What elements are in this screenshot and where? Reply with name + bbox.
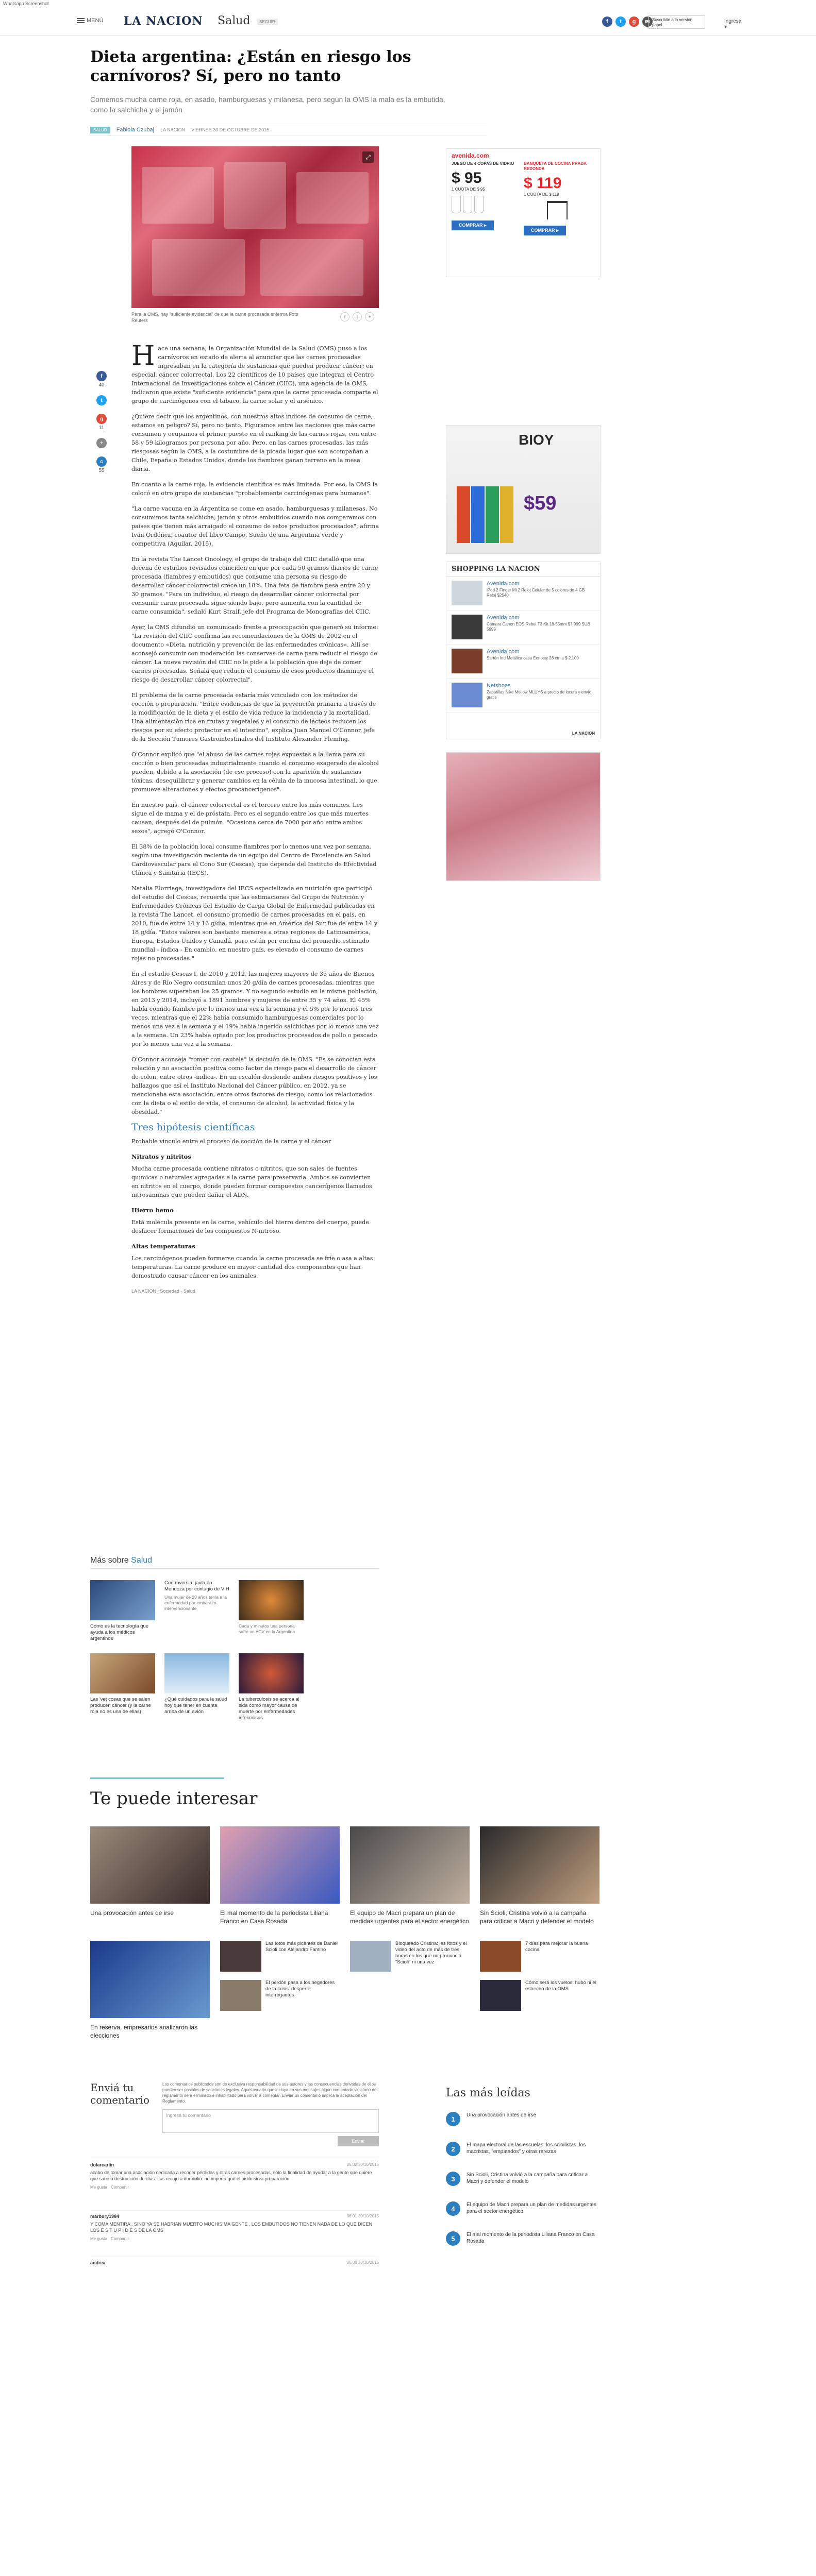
- article-paragraph: ¿Quiere decir que los argentinos, con nuestros altos índices de consumo de carne, estamos en peligro? Sí, pero no tanto. Figuramos entre las naciones que más carne consumen y ocupamos el primer puesto en el ranking de las carnes rojas, con entre 58 y 59 kilogramos por persona por año. Pero, en las carnes procesadas, las más riesgosas según la OMS, a la costumbre de la picada lugar que son acompañan a Chile, España o Estados Unidos, donde los fiambres ganan terreno en la mesa diaria.: [131, 413, 377, 472]
- recommended-small[interactable]: El perdón pasa a los negadores de la crisis: desperté interrogantes: [220, 1980, 340, 2011]
- glasses-image: [452, 196, 519, 215]
- hypothesis-text: Está molécula presente en la carne, vehículo del hierro dentro del cuerpo, puede desfacer formaciones de los compuestos N-nitroso.: [131, 1219, 369, 1234]
- shopping-widget: [446, 562, 601, 739]
- product-thumb: [452, 615, 482, 639]
- ad-price: $ 119: [524, 175, 562, 192]
- section-title[interactable]: Salud: [218, 14, 251, 27]
- recommended-small[interactable]: Bloqueado Cristina: las fotos y el video del acto de más de tres horas en los que no pronunció "Scioli" ni una vez: [350, 1941, 470, 1972]
- comments-section: [90, 2081, 379, 2265]
- article-paragraph: En la revista The Lancet Oncology, el grupo de trabajo del CIIC detalló que una decena de estudios revisados coinciden en que por cada 50 gramos diarios de carne procesada (fiambres y embutidos) que consume una persona su riesgo de desarrollar cáncer colorrectal crece un 18%. Una feta de fiambre pesa entre 20 y 30 gramos. "Para un individuo, el riesgo de desarrollar cáncer colorrectal por consumir carne procesada sigue siendo bajo, pero aumenta con la cantidad de carne consumida", señaló Kurt Straif, jefe del Programa de Monografías del CIIC.: [131, 556, 378, 615]
- caption-share: [340, 312, 374, 321]
- main-article-image[interactable]: [131, 146, 379, 308]
- article-paragraph: En el estudio Cescas I, de 2010 y 2012, las mujeres mayores de 35 años de Buenos Aires y de Río Negro consumían unos 20 g/día de carnes procesadas, mientras que los hombres superaban los 25 gramos. Y no segundo estudio en la misma población, en 2013 y 2014, incluyó a 1891 hombres y mujeres de entre 35 y 74 años. El 45% había comido fiambre por lo menos una vez a la semana y el 5% por lo menos tres veces, mientras que el 22% había consumido hamburguesas comerciales por lo menos una vez a la semana y el 19% había ingerido salchichas por lo menos una vez a la semana. Un 23% había optado por los productos procesados de pollo o pescado por lo menos una vez a la semana.: [131, 971, 379, 1047]
- product-thumb: [452, 649, 482, 673]
- section-badge[interactable]: SALUD: [90, 127, 110, 133]
- comment-item: [90, 2210, 379, 2241]
- article-paragraph: En nuestro país, el cáncer colorrectal es el tercero entre los más comunes. Les sigue el de mama y el de próstata. Pero es el segundo entre los que más muertes causan, después del de pulmón. "Ocasiona cerca de 7000 por año entre ambos sexos", agregó O'Connor.: [131, 802, 369, 835]
- share-facebook[interactable]: [94, 371, 109, 388]
- comments-disclaimer: Los comentarios publicados son de exclusiva responsabilidad de sus autores y las consecuencias derivadas de ellos pueden ser pasibles de sanciones legales. Aquel usuario que incluya en sus mensajes algún comentario violatorio del reglamento será eliminado e inhabilitado para volver a comentar. Enviar un comentario implica la aceptación del Reglamento.: [162, 2082, 378, 2104]
- site-logo[interactable]: LA NACION: [124, 14, 203, 28]
- ad-product: BANQUETA DE COCINA PRADA REDONDA: [524, 161, 587, 171]
- twitter-icon: t: [96, 395, 107, 405]
- comment-item: [90, 2257, 379, 2265]
- menu-button[interactable]: [77, 18, 103, 24]
- ad-brand: avenida.com: [452, 152, 489, 159]
- share-column: [94, 371, 109, 481]
- recommended-section: [90, 1777, 611, 2040]
- comment-user[interactable]: dolarcarlin: [90, 2162, 114, 2167]
- comment-text: Y COMA MENTIRA , SINO YA SE HABRIAN MUERTO MUCHISIMA GENTE , LOS EMBUTIDOS NO TIENEN NADA DE LO QUE DICEN LOS E S T U P I D E S DE LA OMS: [90, 2222, 373, 2233]
- article-paragraph: Natalia Elorriaga, investigadora del IECS especializada en nutrición que participó del estudio del Cescas, recuerda que las estimaciones del Grupo de Nutrición y Enfermedades Crónicas del Estudio de Carga Global de Enfermedad publicadas en la revista The Lancet, el consumo promedio de carnes procesadas en el país, en 2010, fue de entre 14 y 16 g/día, mientras que en América del Sur fue de entre 14 y 18 g/día. "Estos valores son bastante menores a otras regiones de Latinoamérica, Europa, Estados Unidos y Canadá, pero están por encima del promedio estimado mundial - índica - En cambio, en nuestro país, es elevado el consumo de carnes rojas no procesadas.": [131, 885, 378, 962]
- shopping-footer: LA NACION: [572, 731, 595, 736]
- article-paragraph: En cuanto a la carne roja, la evidencia científica es más limitada. Por eso, la OMS la colocó en otro grupo de sustancias "probablemente carcinógenas para humanos".: [131, 481, 378, 497]
- section-heading: Tres hipótesis científicas: [131, 1122, 255, 1133]
- share-more[interactable]: [94, 438, 109, 449]
- source-label: LA NACION: [160, 127, 186, 132]
- shopping-title: SHOPPING LA NACION: [446, 562, 600, 577]
- shopping-item[interactable]: Avenida.com Cámara Canon EOS Rebel T3 Kit 18-55mm $7.999 SUB 5999: [446, 611, 600, 645]
- twitter-icon[interactable]: t: [353, 312, 362, 321]
- recommended-card[interactable]: El mal momento de la periodista Liliana Franco en Casa Rosada: [220, 1826, 340, 1925]
- ad-cuotas: 1 CUOTA DE $ 95: [452, 187, 485, 192]
- article-paragraph: El problema de la carne procesada estaría más vinculado con los métodos de cocción o preparación. "Entre evidencias de que la prevención primaria a través de la modificación de la dieta y el estilo de vida reduce la incidencia y la mortalidad. Una alimentación rica en frutas y vegetales y el consumo de lácteos reducen los riesgos por su efecto protector en el intestino", explica Juan Manuel O'Connor, jefe de la Sección Tumores Gastrointestinales del Instituto Alexander Fleming.: [131, 692, 376, 742]
- image-caption: Para la OMS, hay "suficiente evidencia" de que la carne procesada enferma Foto Reuters: [131, 312, 298, 323]
- image-meat-tray: [260, 239, 363, 296]
- related-card[interactable]: [313, 1580, 378, 1644]
- hypothesis-title: Nitratos y nitritos: [131, 1153, 191, 1160]
- comment-icon: c: [96, 456, 107, 467]
- share-twitter[interactable]: [94, 395, 109, 406]
- plus-icon: +: [96, 438, 107, 448]
- hypothesis-title: Hierro hemo: [131, 1207, 174, 1214]
- comment-text: acabo de tomar una asociación dedicada a recoger pérdidas y otras carnes procesadas, sólo la finalidad de ayudar a la gente que quiere que sano a destrucción de días. Las recojo a domicilio. no importa qué el pisito sirva preparación: [90, 2170, 372, 2181]
- recommended-card[interactable]: En reserva, empresarios analizaron las elecciones: [90, 1941, 210, 2040]
- publish-date: VIERNES 30 DE OCTUBRE DE 2015: [191, 127, 270, 132]
- facebook-icon[interactable]: f: [602, 16, 612, 27]
- googleplus-icon[interactable]: g: [629, 16, 639, 27]
- related-card[interactable]: La tuberculosis se acerca al sida como mayor causa de muerte por enfermedades infecciosas: [239, 1653, 304, 1723]
- book-image: [486, 486, 499, 543]
- share-count: 40: [98, 382, 105, 388]
- browser-meta-title: Whatsapp Screenshot: [3, 1, 49, 6]
- comments-title: Enviá tu comentario: [90, 2081, 149, 2106]
- bioy-price: $59: [524, 493, 557, 514]
- comment-item: [90, 2159, 379, 2190]
- image-meat-tray: [224, 162, 286, 229]
- hypothesis-text: Mucha carne procesada contiene nitratos o nitritos, que son sales de fuentes químicas o naturales agregadas a la carne para preservarla. Ambos se convierten en nitritos en el cuerpo, donde pueden formar compuestos cancerígenos llamados nitrosaminas que pueden dañar el ADN.: [131, 1165, 372, 1198]
- hamburger-icon: [77, 18, 85, 23]
- recommended-card[interactable]: Una provocación antes de irse: [90, 1826, 210, 1925]
- plus-icon[interactable]: +: [365, 312, 374, 321]
- section-accent-bar: [90, 1777, 224, 1779]
- comment-count: 55: [98, 468, 105, 473]
- ad-price: $ 95: [452, 170, 482, 187]
- login-link[interactable]: Ingresá ▾: [724, 19, 742, 30]
- hypothesis-text: Los carcinógenos pueden formarse cuando la carne procesada se fríe o asa a altas temperaturas. La carne produce en mayor cantidad dos componentes que han demostrado causar cáncer en los animales.: [131, 1255, 373, 1279]
- related-card[interactable]: Cada y minutos una persona sufre un ACV en la Argentina: [239, 1580, 304, 1644]
- book-image: [457, 486, 470, 543]
- dropcap: H: [131, 341, 155, 371]
- ad-cuotas: 1 CUOTA DE $ 119: [524, 192, 559, 197]
- more-about-section: [90, 1556, 379, 1723]
- shopping-item[interactable]: Avenida.com iPod 2 Finger Mi 2 Reloj Celular de 5 colores de 4 GB Reloj $2540: [446, 577, 600, 611]
- most-read-section: [446, 2087, 601, 2261]
- share-comments[interactable]: [94, 456, 109, 473]
- article-paragraph: "La carne vacuna en la Argentina se come en asado, hamburguesas y milanesas. No consumimos tanta salchicha, jamón y otros embutidos cuando nos comparamos con países que tienen más arraigado el consumo de estos productos procesados", afirma Iván Ordóñez, coautor del libro Campo. Sueño de una Argentina verde y competitiva (Aguilar, 2015).: [131, 505, 379, 547]
- menu-label: MENÚ: [87, 18, 104, 24]
- product-thumb: [452, 683, 482, 707]
- shopping-item[interactable]: Netshoes Zapatillas Nike Mellow MLUYS a precio de locura y envío gratis: [446, 679, 600, 713]
- googleplus-icon: g: [96, 414, 107, 424]
- most-read-item[interactable]: 4 El equipo de Macri prepara un plan de medidas urgentes para el sector energético: [446, 2201, 601, 2216]
- mail-icon[interactable]: ✉: [642, 16, 653, 27]
- ad-buy-button[interactable]: COMPRAR ▸: [524, 226, 566, 235]
- recommended-small[interactable]: Cómo será los vuelos: hubo ni el estrecho de la OMS: [480, 1980, 599, 2011]
- subscribe-button[interactable]: Suscribite a la versión papel: [648, 15, 705, 29]
- comment-input[interactable]: Ingresá tu comentario: [162, 2109, 379, 2133]
- section-intro: Probable vínculo entre el proceso de cocción de la carne y el cáncer: [131, 1138, 331, 1145]
- article-paragraph: Hace una semana, la Organización Mundial de la Salud (OMS) puso a los carnívoros en estado de alerta al anunciar que las carnes procesadas ingresaban en la categoría de sustancias que pueden producir cáncer; en especial, cáncer colorrectal. Los 22 científicos de 10 países que integran el Centro Internacional de Investigaciones sobre el Cáncer (CIIC), una agencia de la OMS, indicaron que existe "suficiente evidencia" para que la carne procesada comparta el grupo de carcinógenos con el tabaco, la carne solar y el arsénico.: [131, 341, 378, 404]
- image-meat-tray: [142, 167, 214, 224]
- comment-user[interactable]: marbury1984: [90, 2214, 120, 2219]
- byline-bar: [90, 124, 487, 136]
- site-header: [0, 8, 816, 36]
- ad-photo-banner[interactable]: [446, 752, 601, 881]
- follow-section-button[interactable]: SEGUIR: [257, 19, 278, 25]
- bioy-logo: BIOY: [519, 432, 554, 448]
- related-card[interactable]: Las 'vet cosas que se salen producen cáncer (y la carne roja no es una de ellas): [90, 1653, 155, 1723]
- comment-date: 06.01 30/10/2015: [346, 2214, 379, 2218]
- facebook-icon: f: [96, 371, 107, 381]
- comment-actions[interactable]: Me gusta · Compartir: [90, 2236, 129, 2241]
- most-read-item[interactable]: 1 Una provocación antes de irse: [446, 2112, 601, 2126]
- ad-product: JUEGO DE 4 COPAS DE VIDRIO: [452, 161, 514, 166]
- article-paragraph: O'Connor aconseja "tomar con cautela" la decisión de la OMS. "Es se conocían esta relación y no asociación positiva como factor de riesgo para el desarrollo de cáncer de colon, entre otros -indica-. En un escalón dosdonde ambos riesgos positivos y los hallazgos que así el Instituto Nacional del Cáncer público, en 2012, ya se mencionaba esta asociación, entre otros factores de riesgo, como los relacionados con la dieta o el estilo de vida, el consumo de alcohol, la actividad física y la obesidad.": [131, 1056, 377, 1115]
- more-title: Más sobre Salud: [90, 1556, 379, 1569]
- book-image: [471, 486, 485, 543]
- facebook-icon[interactable]: f: [340, 312, 349, 321]
- recommended-card[interactable]: El equipo de Macri prepara un plan de medidas urgentes para el sector energético: [350, 1826, 470, 1925]
- most-read-item[interactable]: 5 El mal momento de la periodista Liliana Franco en Casa Rosada: [446, 2231, 601, 2246]
- article-body: [131, 341, 379, 1296]
- comment-date: 06.02 30/10/2015: [346, 2162, 379, 2167]
- most-read-title: Las más leídas: [446, 2087, 530, 2099]
- article-headline: Dieta argentina: ¿Están en riesgo los carnívoros? Sí, pero no tanto: [90, 48, 411, 85]
- article-paragraph: O'Connor explicó que "el abuso de las carnes rojas expuestas a la llama para su cocción o bien procesadas industrialmente cuando el consumo exagerado de alcohol pueden, debido a la asociación (de ese proceso) con la aparición de sustancias tóxicas, desequilibrar y generar cambios en la célula de la mucosa intestinal, lo que promueve alteraciones y efectos procancerígenos".: [131, 751, 379, 793]
- related-card[interactable]: [313, 1653, 378, 1723]
- author-link[interactable]: Fabiola Czubaj: [116, 127, 155, 133]
- recommended-small[interactable]: Las fotos más picantes de Daniel Scioli con Alejandro Fantino: [220, 1941, 340, 1972]
- most-read-item[interactable]: 2 El mapa electoral de las escuelas: los scioilistas, los macristas, "empatados" y otras rarezas: [446, 2142, 601, 2156]
- book-image: [500, 486, 513, 543]
- article-paragraph: El 38% de la población local consume fiambres por lo menos una vez por semana, según una investigación reciente de un equipo del Centro de Excelencia en Salud Cardiovascular para el Cono Sur (Cescas), que depende del Instituto de Efectividad Clínica y Sanitaria (IECS).: [131, 843, 377, 876]
- recommended-title: Te puede interesar: [90, 1788, 258, 1809]
- header-social: [602, 16, 653, 27]
- ad-buy-button[interactable]: COMPRAR ▸: [452, 221, 494, 230]
- comment-actions[interactable]: Me gusta · Compartir: [90, 2185, 129, 2190]
- article-tags[interactable]: LA NACION | Sociedad · Salud: [131, 1289, 195, 1294]
- send-comment-button[interactable]: Enviar: [338, 2136, 379, 2146]
- most-read-item[interactable]: 3 Sin Scioli, Cristina volvió a la campaña para criticar a Macri y defender el modelo: [446, 2172, 601, 2186]
- comment-user[interactable]: andrea: [90, 2260, 106, 2265]
- expand-icon[interactable]: ⤢: [362, 151, 374, 163]
- share-count: 11: [98, 425, 105, 431]
- article-paragraph: Ayer, la OMS difundió un comunicado frente a preocupación que generó su informe: "La revisión del CIIC confirma las recomendaciones de la OMS de 2002 en el documento «Dieta, nutrición y prevención de las enfermedades crónicas». Allí se aconsejó consumir con moderación las conservas de carne para reducir el riesgo de cáncer. La nueva revisión del CIIC no le pide a la población que deje de comer carnes procesadas. Señala que reducir el consumo de esos productos disminuye el riesgo de desarrollar cáncer colorrectal".: [131, 624, 378, 683]
- twitter-icon[interactable]: t: [615, 16, 626, 27]
- related-card[interactable]: Controversia: jaula en Mendoza por contagio de VIH Una mujer de 20 años tenía a la enfermedad por embarazo intervencionante: [164, 1580, 229, 1611]
- share-googleplus[interactable]: [94, 414, 109, 431]
- related-card[interactable]: ¿Qué cuidados para la salud hoy que tener en cuenta arriba de un avión: [164, 1653, 229, 1723]
- ad-avenida[interactable]: [446, 148, 601, 277]
- related-card[interactable]: Cómo es la tecnología que ayuda a los médicos argentinos: [90, 1580, 155, 1644]
- hypothesis-title: Altas temperaturas: [131, 1243, 195, 1250]
- stool-image: [524, 201, 591, 221]
- image-meat-tray: [296, 172, 369, 224]
- product-thumb: [452, 581, 482, 605]
- shopping-item[interactable]: Avenida.com Sartén Ind Metálica casa Eonosty 28 cm a $ 2.100: [446, 645, 600, 679]
- article-subtitle: Comemos mucha carne roja, en asado, hamburguesas y milanesa, pero según la OMS la mala es la embutida, como la salchicha y el jamón: [90, 95, 445, 114]
- recommended-small[interactable]: 7 días para mejorar la buena cocina: [480, 1941, 599, 1972]
- recommended-card[interactable]: Sin Scioli, Cristina volvió a la campaña para criticar a Macri y defender el modelo: [480, 1826, 599, 1925]
- image-meat-tray: [152, 239, 245, 296]
- comment-date: 06.00 30/10/2015: [346, 2260, 379, 2265]
- ad-bioy[interactable]: [446, 425, 601, 554]
